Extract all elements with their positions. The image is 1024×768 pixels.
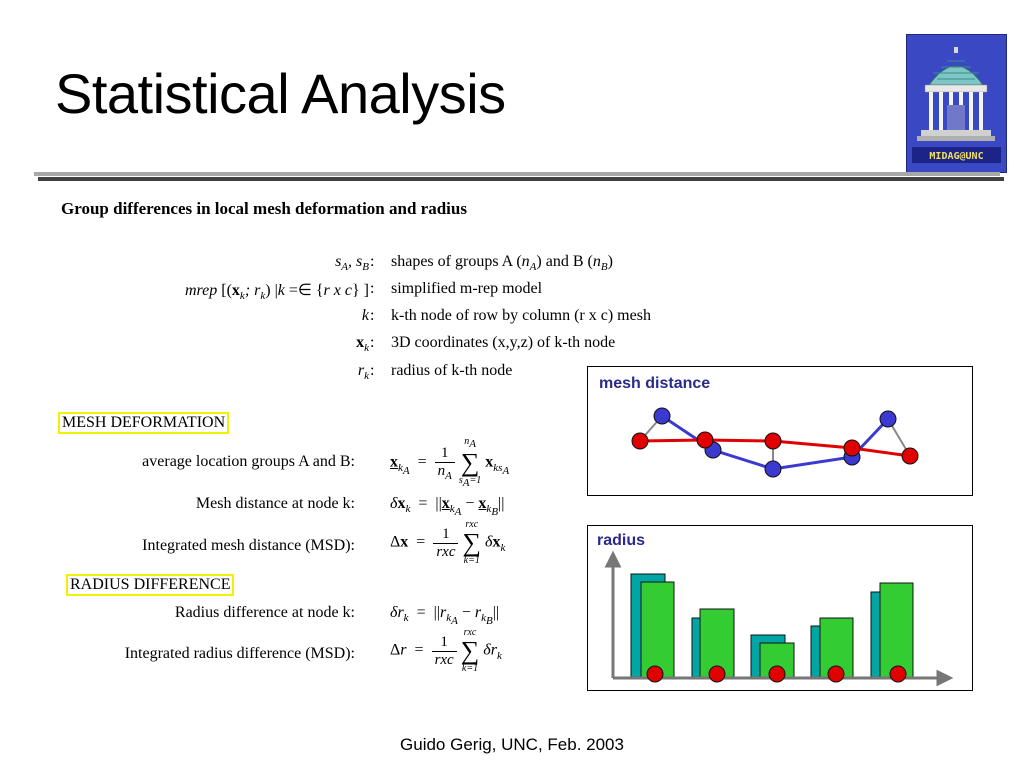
formula-label-radius-difference: Radius difference at node k:	[174, 604, 355, 621]
title-rule-dark	[38, 177, 1004, 181]
title-rule-light	[34, 172, 1000, 176]
red-node	[647, 666, 663, 682]
formula-label-integrated-mesh: Integrated mesh distance (MSD):	[142, 537, 355, 554]
formula-average-location: $x_{k_A}$ = $\frac{1}{n_A}$ $n_A$ ∑ $s_A=1$ $x_{ks_A}$	[390, 436, 510, 489]
definition-colon: :	[370, 362, 375, 379]
formula-label-mesh-distance: Mesh distance at node k:	[195, 495, 355, 512]
red-node	[902, 448, 918, 464]
definition-symbol-rk: $r_k$	[357, 362, 369, 383]
formula-label-average: average location groups A and B:	[142, 453, 355, 470]
definition-colon: :	[370, 334, 375, 351]
formula-radius-difference: $\delta r_k = ||r_{k_A} - r_{k_B}||$	[390, 604, 500, 628]
midag-logo	[906, 34, 1007, 173]
definition-groups: shapes of groups A $(n_A)$ and B $(n_B)$	[391, 253, 613, 274]
mesh-deformation-label: MESH DEFORMATION	[58, 412, 229, 434]
mesh-distance-diagram	[588, 367, 972, 495]
x-axis-arrow	[938, 672, 950, 684]
definition-symbol-sA-sB: $s_A$, $s_B$	[335, 253, 369, 274]
definition-k: k-th node of row by column (r x c) mesh	[391, 307, 651, 324]
definition-colon: :	[370, 280, 375, 297]
formula-mesh-distance: $\delta x_k = ||x_{k_A} - x_{k_B}||$	[390, 495, 505, 519]
red-node	[709, 666, 725, 682]
slide-title: Statistical Analysis	[55, 62, 506, 125]
definition-rk: radius of k-th node	[391, 362, 513, 379]
formula-label-integrated-radius: Integrated radius difference (MSD):	[124, 645, 355, 662]
logo-text: MIDAG@UNC	[929, 151, 984, 162]
blue-node	[654, 408, 670, 424]
radius-title: radius	[597, 532, 646, 549]
definition-xk: 3D coordinates (x,y,z) of k-th node	[391, 334, 616, 351]
radius-panel	[587, 525, 973, 691]
formula-integrated-mesh: Δx = $\frac{1}{\text{rxc}}$ rxc ∑ k=1 $\delta x_k$	[390, 519, 506, 566]
formula-integrated-radius: Δr = $\frac{1}{\text{rxc}}$ rxc ∑ k=1 $\delta r_k$	[390, 627, 502, 674]
red-node	[828, 666, 844, 682]
footer-credit: Guido Gerig, UNC, Feb. 2003	[400, 735, 624, 754]
blue-node	[765, 461, 781, 477]
definition-symbol-k: k	[361, 307, 369, 324]
definition-symbol-mrep: mrep [($x_k$; $r_k$) |k =∈ {r x c} ]	[184, 282, 369, 303]
radius-diagram	[588, 526, 972, 690]
red-node	[765, 433, 781, 449]
radius-difference-label: RADIUS DIFFERENCE	[66, 574, 234, 596]
red-node	[844, 440, 860, 456]
section-heading: Group differences in local mesh deformation and radius	[61, 199, 467, 218]
definition-mrep: simplified m-rep model	[391, 280, 543, 297]
red-node	[769, 666, 785, 682]
mesh-distance-panel	[587, 366, 973, 496]
red-node	[890, 666, 906, 682]
definition-symbol-xk: $x_k$	[356, 334, 369, 355]
green-bar	[880, 583, 913, 678]
y-axis-arrow	[607, 554, 619, 566]
blue-node	[880, 411, 896, 427]
red-node	[697, 432, 713, 448]
green-bar	[641, 582, 674, 678]
definition-colon: :	[370, 307, 375, 324]
mesh-distance-title: mesh distance	[599, 375, 711, 392]
red-node	[632, 433, 648, 449]
definition-colon: :	[370, 253, 375, 270]
